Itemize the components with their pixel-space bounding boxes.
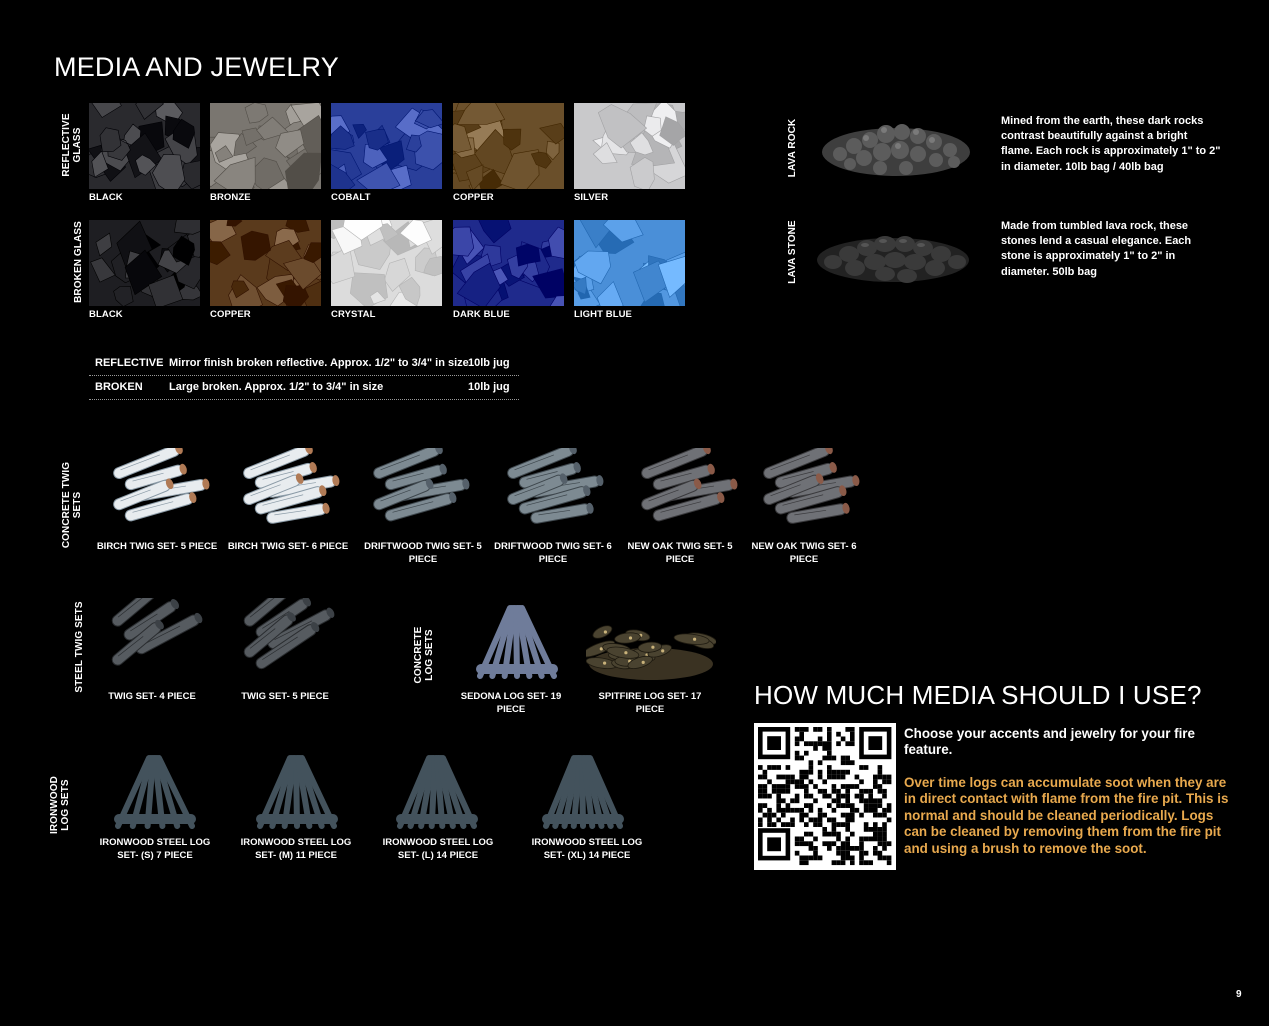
reflective-swatch-label: COPPER [453,192,494,203]
ironwood-item-label: IRONWOOD STEEL LOG SET- (L) 14 PIECE [382,837,494,861]
steel-twig-item-label: TWIG SET- 5 PIECE [241,691,329,702]
steel-twig-text: STEEL TWIG SETS [74,601,85,693]
lava-rock-label [787,118,799,178]
broken-swatch [210,220,321,306]
broken-swatch-label: BLACK [89,309,123,320]
broken-glass-text: BROKEN GLASS [73,221,84,303]
spec-row-broken [89,375,519,400]
reflective-swatch-label: BRONZE [210,192,251,203]
concrete-twig-item-label: DRIFTWOOD TWIG SET- 6 PIECE [494,541,612,565]
broken-swatch [574,220,685,306]
broken-swatch-label: DARK BLUE [453,309,510,320]
broken-swatch-label: CRYSTAL [331,309,376,320]
broken-swatch-label: COPPER [210,309,251,320]
page-number: 9 [1236,989,1242,1000]
broken-swatch [453,220,564,306]
broken-glass-label [73,219,85,305]
concrete-twig-item-image [102,448,212,534]
reflective-swatch-label: COBALT [331,192,371,203]
spec-desc: Large broken. Approx. 1/2" to 3/4" in size [169,381,384,393]
media-help-heading: HOW MUCH MEDIA SHOULD I USE? [754,680,1202,710]
lava-stone-text: LAVA STONE [787,220,798,284]
spec-size: 10lb jug [468,381,510,393]
reflective-swatch-label: SILVER [574,192,609,203]
lava-stone-desc: Made from tumbled lava rock, these stones lend a casual elegance. Each stone is approximately 1" to 2" in diameter. 50lb bag [1001,220,1192,278]
concrete-log-label [413,626,437,684]
concrete-twig-item-label: NEW OAK TWIG SET- 5 PIECE [627,541,733,565]
ironwood-item-label: IRONWOOD STEEL LOG SET- (M) 11 PIECE [240,837,352,861]
reflective-glass-label [61,110,83,180]
broken-swatch [331,220,442,306]
reflective-swatch [210,103,321,189]
ironwood-item-label: IRONWOOD STEEL LOG SET- (XL) 14 PIECE [531,837,643,861]
concrete-twig-item-label: BIRCH TWIG SET- 5 PIECE [96,541,218,552]
concrete-log-item-label: SEDONA LOG SET- 19 PIECE [460,691,562,715]
ironwood-item-image [242,748,352,834]
lava-rock-desc: Mined from the earth, these dark rocks contrast beautifully against a bright flame. Each rock is approximately 1" to 2" in diameter. 10lb bag / 40lb bag [1001,115,1221,173]
concrete-log-item-image [462,598,572,684]
concrete-twig-item-image [232,448,342,534]
reflective-swatch [89,103,200,189]
concrete-twig-item-image [362,448,472,534]
lava-stone-label [787,219,799,285]
spec-type: REFLECTIVE [95,357,164,369]
lava-rock-image [820,110,972,180]
ironwood-item-image [382,748,492,834]
concrete-twig-label [61,459,85,551]
lava-stone-image [815,222,971,284]
soot-note: Over time logs can accumulate soot when they are in direct contact with flame from the fire pit. This is normal and should be cleaned periodically. Logs can be cleaned by removing them from the fire pit and using a brush to remove the soot. [904,775,1229,856]
concrete-log-text: CONCRETE LOG SETS [413,626,435,684]
concrete-twig-item-label: BIRCH TWIG SET- 6 PIECE [227,541,349,552]
steel-twig-item-label: TWIG SET- 4 PIECE [108,691,196,702]
steel-twig-label [74,601,86,693]
broken-swatch-label: LIGHT BLUE [574,309,632,320]
ironwood-text: IRONWOOD LOG SETS [49,775,71,835]
reflective-swatch [453,103,564,189]
concrete-twig-text: CONCRETE TWIG SETS [61,461,83,549]
ironwood-item-image [528,748,638,834]
spec-size: 10lb jug [468,357,510,369]
concrete-twig-item-image [752,448,862,534]
spec-desc: Mirror finish broken reflective. Approx. 1/2" to 3/4" in size [169,357,469,369]
reflective-glass-text: REFLECTIVE GLASS [61,113,83,177]
reflective-swatch [574,103,685,189]
concrete-log-item-label: SPITFIRE LOG SET- 17 PIECE [598,691,702,715]
steel-twig-item-image [100,598,210,684]
media-help-intro: Choose your accents and jewelry for your fire feature. [904,726,1195,758]
concrete-twig-item-label: NEW OAK TWIG SET- 6 PIECE [751,541,857,565]
ironwood-label [49,774,73,836]
reflective-swatch-label: BLACK [89,192,123,203]
concrete-twig-item-label: DRIFTWOOD TWIG SET- 5 PIECE [364,541,482,565]
spec-type: BROKEN [95,381,143,393]
page-title: MEDIA AND JEWELRY [54,52,339,82]
qr-code[interactable] [754,723,896,870]
reflective-swatch [331,103,442,189]
lava-rock-text: LAVA ROCK [787,118,798,178]
concrete-log-item-image [586,598,716,684]
concrete-twig-item-image [630,448,740,534]
broken-swatch [89,220,200,306]
ironwood-item-label: IRONWOOD STEEL LOG SET- (S) 7 PIECE [99,837,211,861]
spec-row-reflective [89,351,519,376]
steel-twig-item-image [232,598,342,684]
ironwood-item-image [100,748,210,834]
concrete-twig-item-image [496,448,606,534]
